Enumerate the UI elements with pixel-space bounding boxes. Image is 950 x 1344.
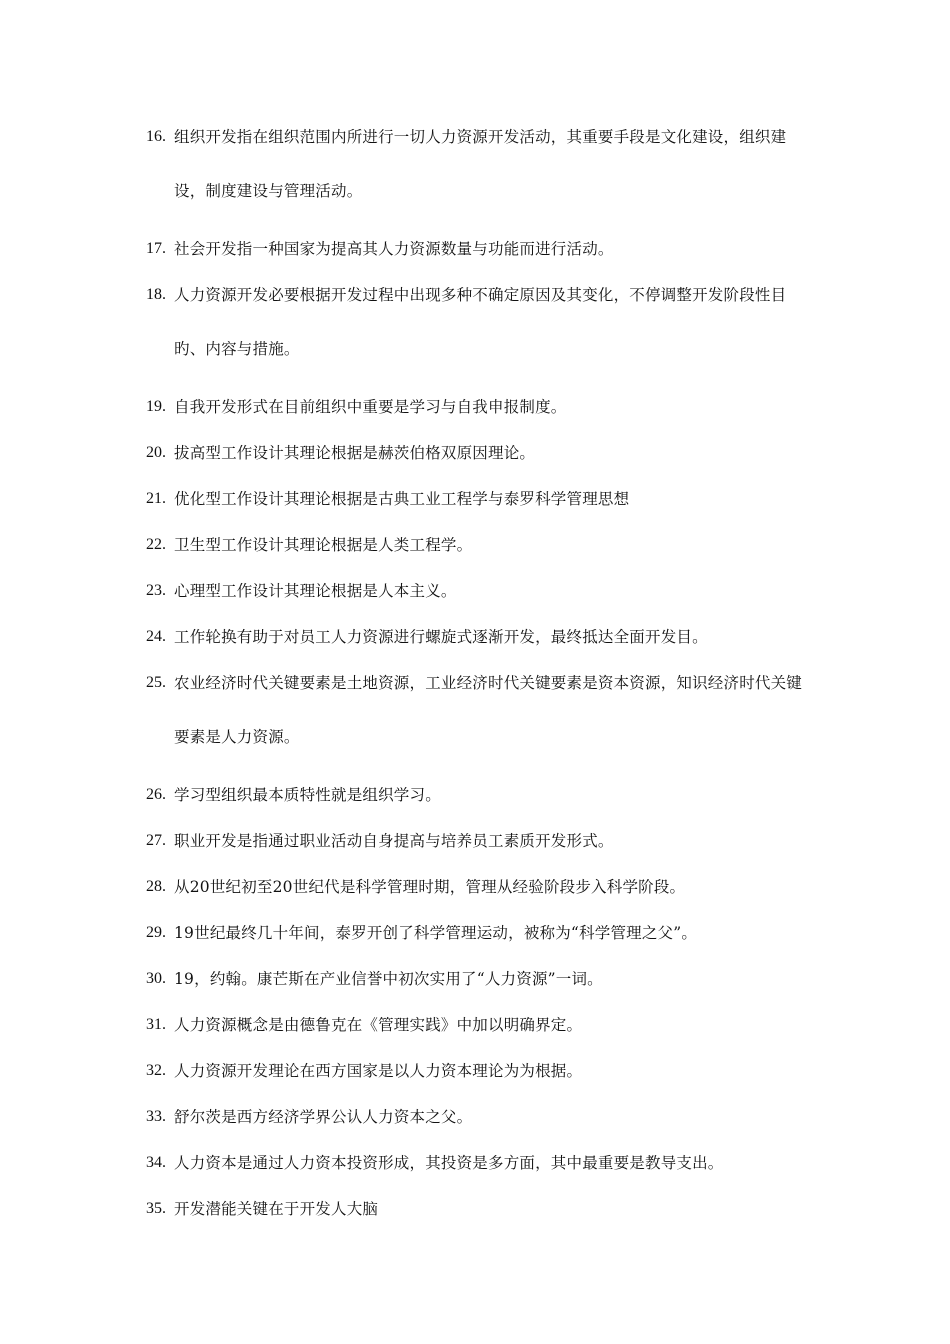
item-number: 34. (146, 1154, 166, 1171)
item-text: 组织开发指在组织范围内所进行一切人力资源开发活动，其重要手段是文化建设，组织建设，制度建设与管理活动。 (174, 128, 787, 200)
item-text: 开发潜能关键在于开发人大脑 (174, 1200, 379, 1218)
list-item (146, 438, 806, 468)
list-item (146, 668, 806, 764)
list-item (146, 780, 806, 810)
item-text: 职业开发是指通过职业活动自身提高与培养员工素质开发形式。 (174, 832, 614, 850)
item-number: 31. (146, 1016, 166, 1033)
item-text: 19，约翰。康芒斯在产业信誉中初次实用了“人力资源”一词。 (174, 970, 603, 988)
list-item (146, 826, 806, 856)
item-number: 20. (146, 444, 166, 461)
item-text: 工作轮换有助于对员工人力资源进行螺旋式逐渐开发，最终抵达全面开发目。 (174, 628, 708, 646)
list-item (146, 122, 806, 218)
item-text: 自我开发形式在目前组织中重要是学习与自我申报制度。 (174, 398, 567, 416)
item-number: 18. (146, 286, 166, 303)
list-item (146, 280, 806, 376)
item-number: 27. (146, 832, 166, 849)
item-text: 心理型工作设计其理论根据是人本主义。 (174, 582, 457, 600)
item-number: 23. (146, 582, 166, 599)
item-number: 19. (146, 398, 166, 415)
list-item (146, 1010, 806, 1040)
list-item (146, 622, 806, 652)
list-item (146, 918, 806, 948)
item-number: 17. (146, 240, 166, 257)
item-text: 人力资源概念是由德鲁克在《管理实践》中加以明确界定。 (174, 1016, 583, 1034)
item-number: 26. (146, 786, 166, 803)
list-item (146, 872, 806, 902)
item-text: 19世纪最终几十年间，泰罗开创了科学管理运动，被称为“科学管理之父”。 (174, 924, 698, 942)
item-text: 人力资源开发理论在西方国家是以人力资本理论为为根据。 (174, 1062, 583, 1080)
item-number: 33. (146, 1108, 166, 1125)
list-item (146, 1148, 806, 1178)
item-text: 学习型组织最本质特性就是组织学习。 (174, 786, 441, 804)
item-text: 卫生型工作设计其理论根据是人类工程学。 (174, 536, 473, 554)
item-text: 人力资本是通过人力资本投资形成，其投资是多方面，其中最重要是教导支出。 (174, 1154, 724, 1172)
item-text: 拔高型工作设计其理论根据是赫茨伯格双原因理论。 (174, 444, 536, 462)
item-text: 人力资源开发必要根据开发过程中出现多种不确定原因及其变化，不停调整开发阶段性目旳、内容与措施。 (174, 286, 787, 358)
numbered-list (146, 122, 806, 1240)
list-item (146, 576, 806, 606)
item-number: 24. (146, 628, 166, 645)
item-number: 22. (146, 536, 166, 553)
item-text: 从20世纪初至20世纪代是科学管理时期，管理从经验阶段步入科学阶段。 (174, 878, 686, 896)
item-number: 28. (146, 878, 166, 895)
list-item (146, 1102, 806, 1132)
item-text: 社会开发指一种国家为提高其人力资源数量与功能而进行活动。 (174, 240, 614, 258)
item-number: 29. (146, 924, 166, 941)
item-number: 30. (146, 970, 166, 987)
item-number: 35. (146, 1200, 166, 1217)
item-number: 32. (146, 1062, 166, 1079)
item-text: 优化型工作设计其理论根据是古典工业工程学与泰罗科学管理思想 (174, 490, 630, 508)
item-number: 16. (146, 128, 166, 145)
list-item (146, 484, 806, 514)
list-item (146, 1056, 806, 1086)
list-item (146, 234, 806, 264)
item-number: 21. (146, 490, 166, 507)
list-item (146, 530, 806, 560)
item-text: 农业经济时代关键要素是土地资源，工业经济时代关键要素是资本资源，知识经济时代关键要素是人力资源。 (174, 674, 803, 746)
list-item (146, 1194, 806, 1224)
list-item (146, 392, 806, 422)
item-number: 25. (146, 674, 166, 691)
item-text: 舒尔茨是西方经济学界公认人力资本之父。 (174, 1108, 473, 1126)
list-item (146, 964, 806, 994)
